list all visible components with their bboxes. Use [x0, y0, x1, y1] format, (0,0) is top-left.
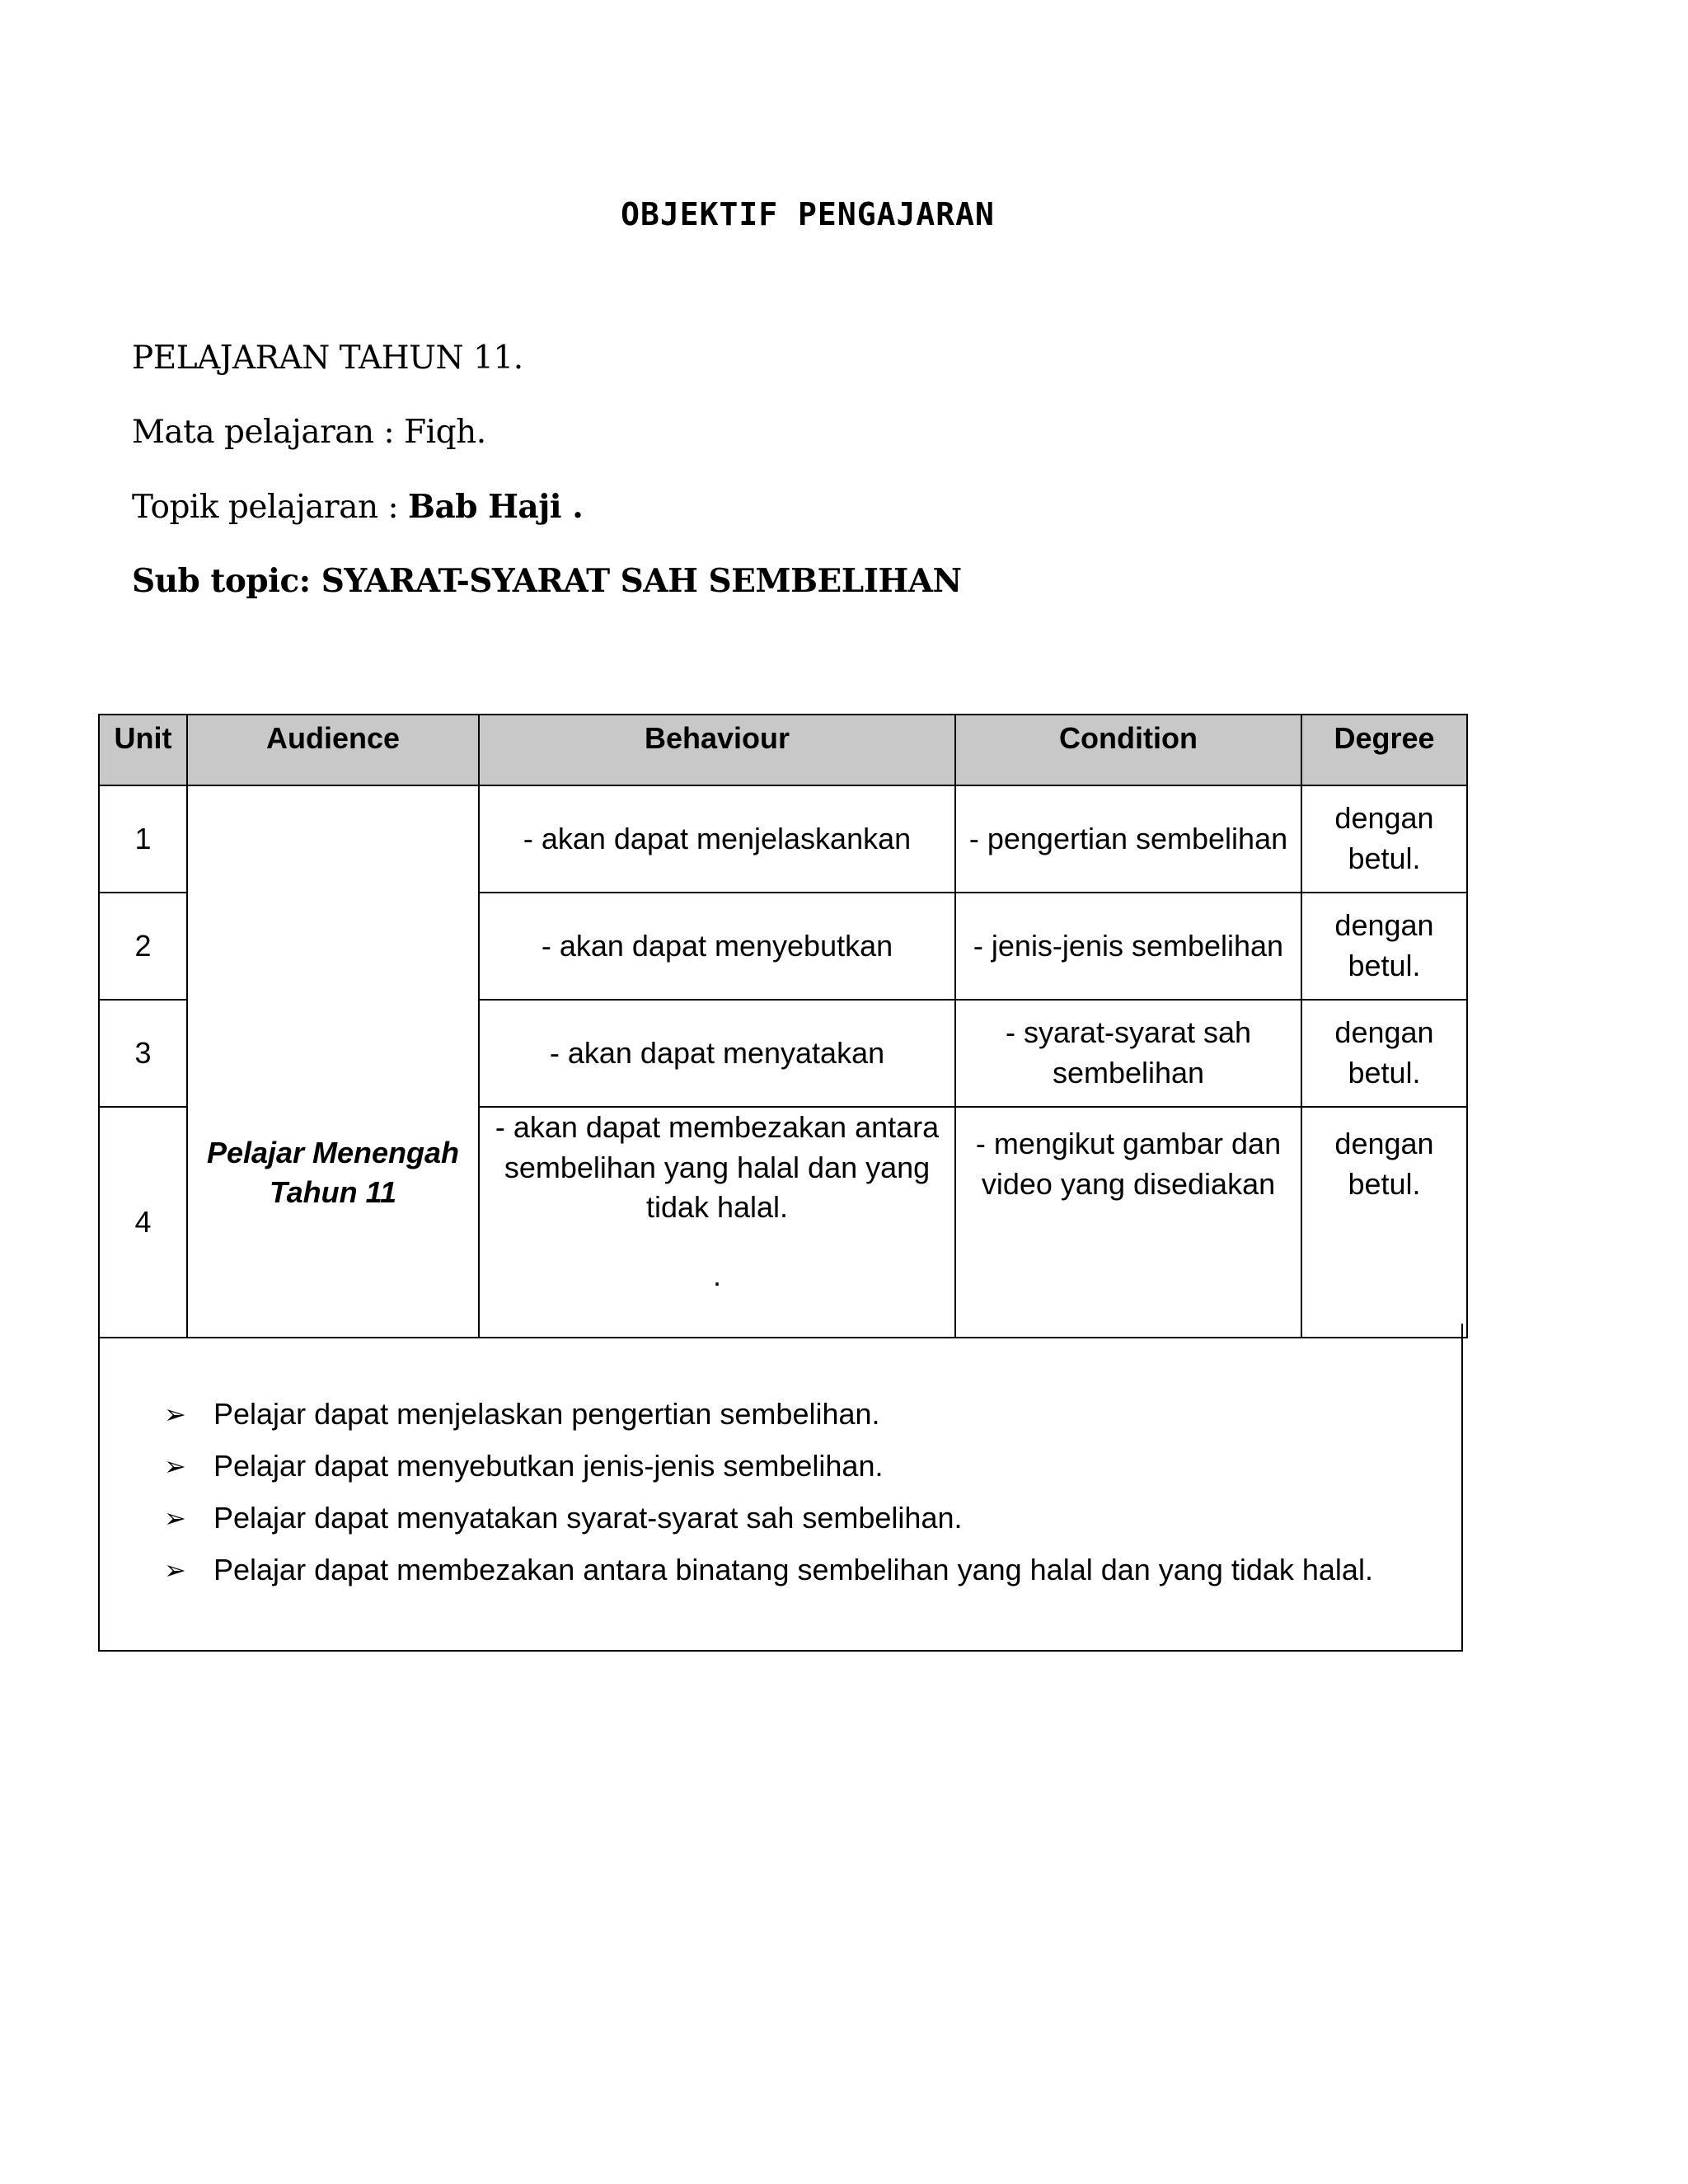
- table-row: [99, 785, 1467, 893]
- summary-box: [98, 1324, 1463, 1652]
- unit-cell: 3: [99, 1000, 187, 1107]
- list-item: [164, 1544, 1461, 1596]
- arrow-bullet-icon: ➢: [164, 1554, 186, 1586]
- header-behaviour: Behaviour: [479, 715, 955, 785]
- behaviour-cell: - akan dapat menyatakan: [479, 1000, 955, 1107]
- list-item: [164, 1440, 1461, 1492]
- list-item: [164, 1492, 1461, 1544]
- unit-cell: 1: [99, 785, 187, 893]
- header-audience: Audience: [187, 715, 479, 785]
- summary-text: Pelajar dapat membezakan antara binatang sembelihan yang halal dan yang tidak halal.: [213, 1552, 1373, 1586]
- arrow-bullet-icon: ➢: [164, 1398, 186, 1430]
- summary-text: Pelajar dapat menyatakan syarat-syarat sah sembelihan.: [213, 1500, 963, 1535]
- condition-cell: - mengikut gambar dan video yang disediakan: [955, 1107, 1301, 1338]
- summary-text: Pelajar dapat menyebutkan jenis-jenis sembelihan.: [213, 1448, 884, 1483]
- unit-cell: 2: [99, 893, 187, 1000]
- summary-list: [100, 1324, 1461, 1596]
- degree-cell: dengan betul.: [1301, 893, 1467, 1000]
- behaviour-extra: .: [712, 1258, 721, 1292]
- subject-line: [132, 414, 486, 451]
- header-condition: Condition: [955, 715, 1301, 785]
- subject-label: Mata pelajaran :: [132, 414, 405, 451]
- condition-cell: - jenis-jenis sembelihan: [955, 893, 1301, 1000]
- header-unit: Unit: [99, 715, 187, 785]
- topic-line: [132, 488, 583, 526]
- degree-cell: dengan betul.: [1301, 1000, 1467, 1107]
- header-degree: Degree: [1301, 715, 1467, 785]
- objectives-table: [98, 714, 1468, 1338]
- arrow-bullet-icon: ➢: [164, 1450, 186, 1482]
- table-header-row: [99, 715, 1467, 785]
- subject-value: Fiqh.: [404, 414, 486, 451]
- subtopic-line: Sub topic: SYARAT-SYARAT SAH SEMBELIHAN: [132, 562, 962, 600]
- condition-cell: - pengertian sembelihan: [955, 785, 1301, 893]
- behaviour-cell: - akan dapat menyebutkan: [479, 893, 955, 1000]
- degree-cell: dengan betul.: [1301, 785, 1467, 893]
- behaviour-text: - akan dapat membezakan antara sembelihan yang halal dan yang tidak halal.: [495, 1110, 940, 1225]
- arrow-bullet-icon: ➢: [164, 1502, 186, 1534]
- topic-value: Bab Haji .: [408, 488, 584, 526]
- behaviour-cell: - akan dapat menjelaskankan: [479, 785, 955, 893]
- audience-cell: Pelajar Menengah Tahun 11: [187, 785, 479, 1338]
- unit-cell: 4: [99, 1107, 187, 1338]
- degree-cell: dengan betul.: [1301, 1107, 1467, 1338]
- lesson-year: PELAJARAN TAHUN 11.: [132, 340, 523, 377]
- list-item: [164, 1388, 1461, 1440]
- summary-text: Pelajar dapat menjelaskan pengertian sembelihan.: [213, 1396, 880, 1431]
- behaviour-cell: [479, 1107, 955, 1338]
- topic-label: Topik pelajaran :: [132, 489, 408, 526]
- page-title: OBJEKTIF PENGAJARAN: [621, 196, 995, 232]
- condition-cell: - syarat-syarat sah sembelihan: [955, 1000, 1301, 1107]
